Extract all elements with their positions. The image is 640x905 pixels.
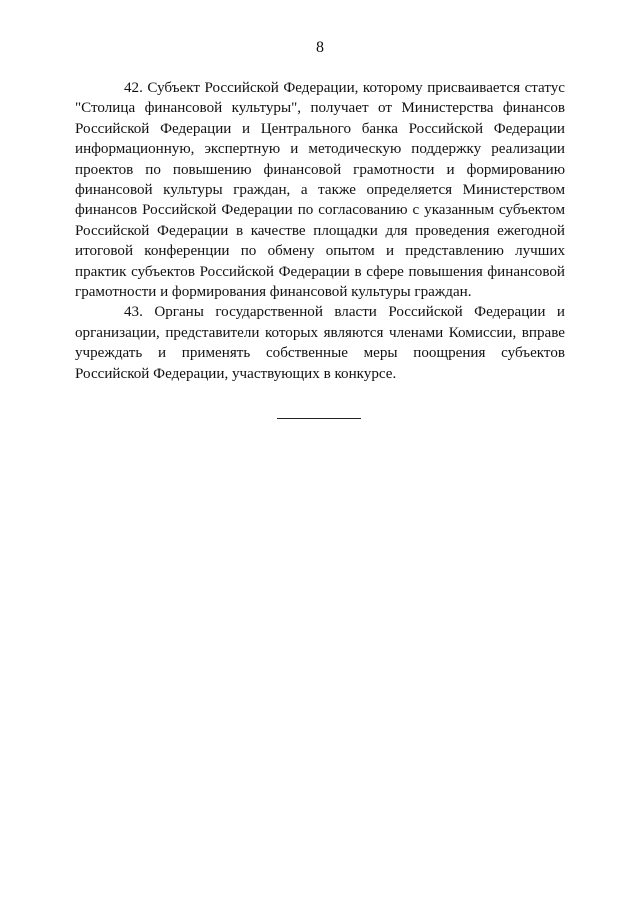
end-separator-line	[277, 418, 361, 419]
page-number: 8	[316, 39, 324, 56]
paragraph-43: 43. Органы государственной власти Российской Федерации и организации, представители которых являются членами Комиссии, вправе учреждать и применять собственные меры поощрения субъектов Российской Федерации, участвующих в конкурсе.	[75, 304, 565, 382]
paragraph-42: 42. Субъект Российской Федерации, которому присваивается статус "Столица финансовой культуры", получает от Министерства финансов Российской Федерации и Центрального банка Российской Федерации информационную, экспертную и методическую поддержку реализации проектов по повышению финансовой грамотности и формированию финансовой культуры граждан, а также определяется Министерством финансов Российской Федерации по согласованию с указанным субъектом Российской Федерации в качестве площадки для проведения ежегодной итоговой конференции по обмену опытом и представлению лучших практик субъектов Российской Федерации в сфере повышения финансовой грамотности и формирования финансовой культуры граждан.	[75, 80, 565, 301]
document-body	[75, 78, 565, 384]
